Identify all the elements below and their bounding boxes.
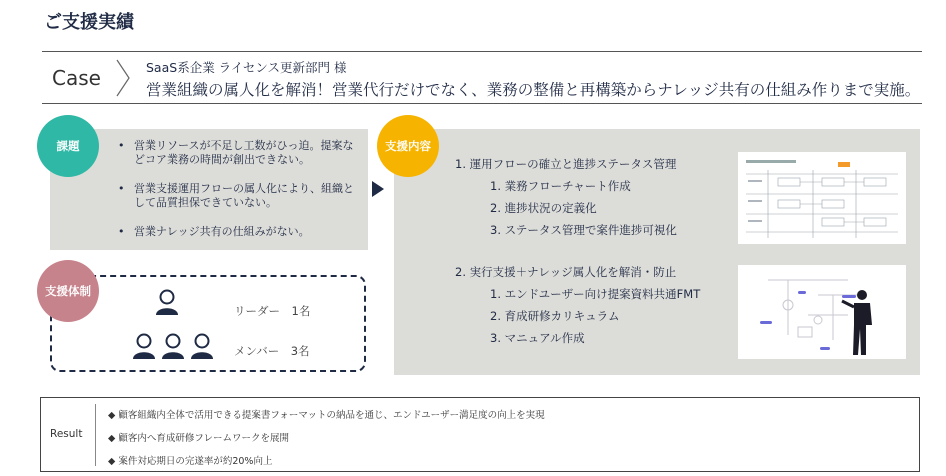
page-title: ご支援実績	[44, 12, 134, 33]
result-item: ◆ 顧客組織内全体で活用できる提案書フォーマットの納品を通じ、エンドユーザー満足度の向上を実現	[108, 410, 545, 421]
issue-badge: 課題	[37, 115, 99, 177]
flowchart-thumbnail	[738, 152, 906, 244]
issue-item: • 営業ナレッジ共有の仕組みがない。	[118, 225, 358, 239]
team-leader: リーダー 1名	[234, 304, 311, 318]
support-section1-heading: 1. 運用フローの確立と進捗ステータス管理	[455, 157, 677, 171]
support-section2-item: 3. マニュアル作成	[490, 331, 585, 345]
case-label: Case	[52, 66, 101, 90]
result-item: ◆ 顧客内へ育成研修フレームワークを展開	[108, 433, 289, 444]
support-section1-item: 2. 進捗状況の定義化	[490, 201, 597, 215]
triangle-right-icon	[372, 181, 384, 197]
support-badge: 支援内容	[377, 115, 439, 177]
issue-item: • 営業リソースが不足し工数がひっ迫。提案などコア業務の時間が創出できない。	[118, 139, 358, 167]
team-members: メンバー 3名	[234, 344, 310, 358]
support-section1-item: 3. ステータス管理で案件進捗可視化	[490, 223, 677, 237]
presenter-illustration	[738, 265, 906, 359]
result-label: Result	[50, 428, 83, 440]
flowchart-diagram	[738, 152, 906, 244]
person-icon	[160, 332, 186, 360]
person-icon	[154, 288, 180, 316]
team-badge: 支援体制	[37, 260, 99, 322]
support-section2-item: 2. 育成研修カリキュラム	[490, 309, 620, 323]
chevron-right-icon	[114, 58, 132, 98]
issue-list	[118, 139, 358, 254]
support-section2-heading: 2. 実行支援＋ナレッジ属人化を解消・防止	[455, 265, 677, 279]
case-company: SaaS系企業 ライセンス更新部門 様	[146, 60, 347, 75]
support-section2-item: 1. エンドユーザー向け提案資料共通FMT	[490, 287, 701, 301]
issue-item: • 営業支援運用フローの属人化により、組織として品質担保できていない。	[118, 182, 358, 210]
person-icon	[189, 332, 215, 360]
result-item: ◆ 案件対応期日の完遂率が約20%向上	[108, 456, 273, 467]
result-divider	[95, 404, 96, 466]
person-icon	[131, 332, 157, 360]
header-divider-top	[42, 51, 922, 52]
presenter-drawing	[738, 265, 906, 359]
header-divider-bottom	[42, 103, 922, 104]
case-description: 営業組織の属人化を解消！営業代行だけでなく、業務の整備と再構築からナレッジ共有の仕組み作りまで実施。	[146, 81, 921, 99]
support-section1-item: 1. 業務フローチャート作成	[490, 179, 631, 193]
